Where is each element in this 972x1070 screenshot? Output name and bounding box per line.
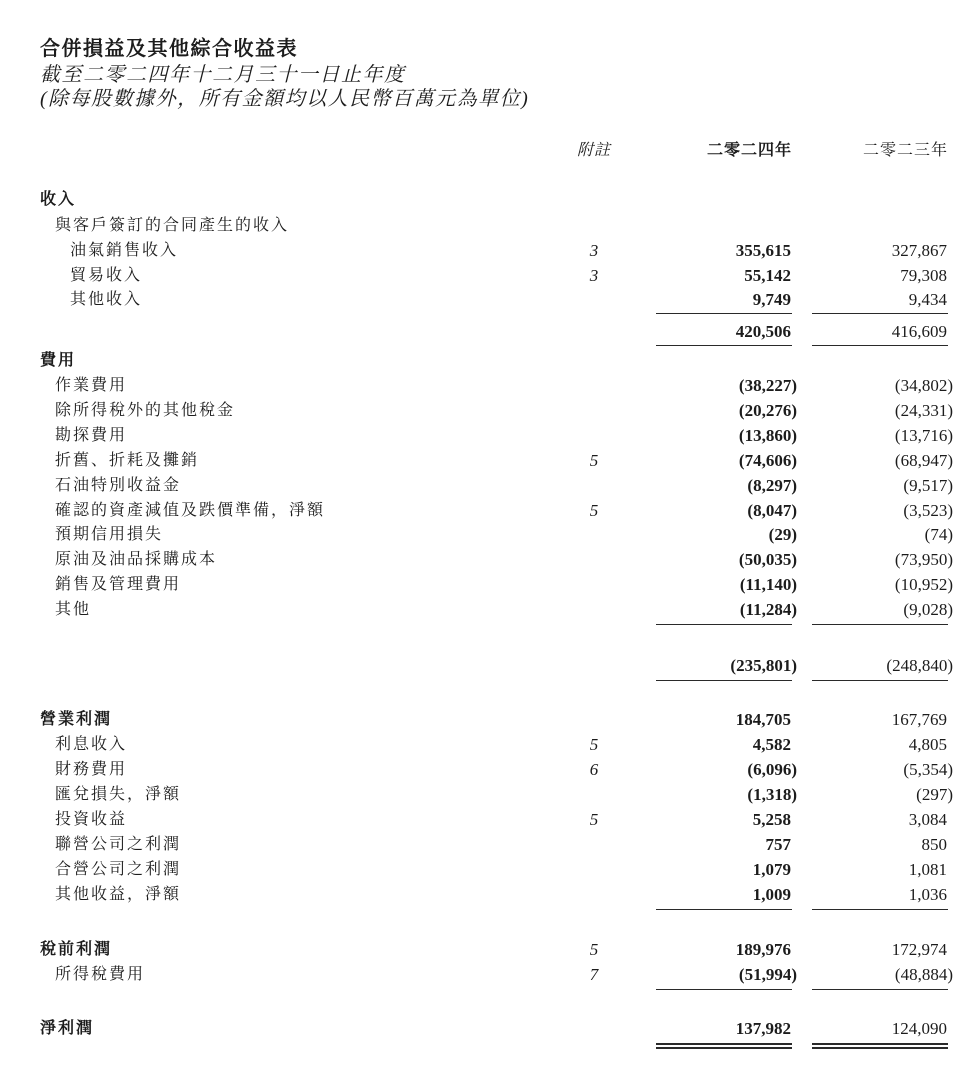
column-header-row [0,141,972,161]
value-2024: 9,749 [752,290,791,309]
value-2023: (9,517) [903,476,953,495]
revenue-total-2023: 416,609 [891,322,947,341]
subtotal-rule-2024 [656,989,792,990]
double-rule-top-2023 [812,1043,948,1045]
value-2024: 1,009 [752,885,791,904]
interest-income-row [0,735,972,755]
value-2024: 355,615 [735,241,791,260]
contract-revenue-subheading-row [0,216,972,236]
investment-income-row [0,810,972,830]
contract-revenue-subheading: 與客戶簽訂的合同產生的收入 [55,217,290,234]
value-2024: (11,140) [739,575,797,594]
note-ref: 5 [589,735,599,754]
value-2023: (24,331) [894,401,953,420]
row-label: 聯營公司之利潤 [55,836,182,853]
joint-ventures-profit-row [0,860,972,880]
value-2024: 189,976 [735,940,791,959]
value-2023: (3,523) [903,501,953,520]
value-2024: 137,982 [735,1019,791,1038]
value-2023: 124,090 [891,1019,947,1038]
subtotal-rule-2023 [812,624,948,625]
row-label: 財務費用 [55,761,128,778]
value-2024: (8,047) [747,501,797,520]
note-ref: 5 [589,501,599,520]
exploration-expenses-row [0,426,972,446]
selling-admin-expenses-row [0,575,972,595]
row-label: 銷售及管理費用 [55,576,182,593]
value-2023: (297) [916,785,953,804]
row-label: 除所得稅外的其他稅金 [55,402,236,419]
value-2023: (74) [924,525,953,544]
expenses-total-2024: (235,801) [730,656,797,675]
value-2024: 5,258 [752,810,791,829]
value-2023: 9,434 [908,290,947,309]
row-label: 合營公司之利潤 [55,861,182,878]
value-2024: 55,142 [744,266,791,285]
expenses-heading-row [0,351,972,371]
finance-costs-row [0,760,972,780]
expenses-total-row [0,656,972,676]
row-label: 確認的資產減值及跌價準備，淨額 [55,502,326,519]
value-2023: 4,805 [908,735,947,754]
trading-revenue-row [0,266,972,286]
value-2024: (29) [768,525,797,544]
value-2023: (34,802) [894,376,953,395]
row-label: 其他 [55,601,92,618]
statement-period: 截至二零二四年十二月三十一日止年度 [40,64,406,86]
value-2024: (8,297) [747,476,797,495]
value-2023: (48,884) [894,965,953,984]
value-2024: (74,606) [738,451,797,470]
row-label: 利息收入 [55,736,128,753]
subtotal-rule-2023 [812,989,948,990]
expenses-heading: 費用 [40,352,77,369]
double-rule-bottom-2023 [812,1047,948,1049]
value-2024: 757 [765,835,791,854]
subtotal-rule-2023 [812,313,948,314]
value-2023: (10,952) [894,575,953,594]
row-label: 投資收益 [55,811,128,828]
row-label: 其他收益，淨額 [55,886,182,903]
value-2024: (1,318) [747,785,797,804]
row-label: 匯兌損失，淨額 [55,786,182,803]
operating-expenses-row [0,376,972,396]
year-2023-column-header: 二零二三年 [862,142,948,159]
value-2024: (11,284) [739,600,797,619]
operating-profit-row [0,710,972,730]
revenue-heading-row [0,190,972,210]
value-2023: 172,974 [891,940,947,959]
other-gains-row [0,885,972,905]
value-2023: 79,308 [900,266,947,285]
row-label: 其他收入 [70,291,143,308]
statement-title: 合併損益及其他綜合收益表 [40,38,298,60]
value-2024: (38,227) [738,376,797,395]
row-label: 石油特別收益金 [55,477,182,494]
value-2024: (13,860) [738,426,797,445]
value-2023: 1,081 [908,860,947,879]
other-taxes-row [0,401,972,421]
value-2024: 184,705 [735,710,791,729]
net-profit-row [0,1019,972,1039]
row-label: 油氣銷售收入 [70,242,179,259]
value-2023: (73,950) [894,550,953,569]
total-rule-2024 [656,345,792,346]
crude-purchase-cost-row [0,550,972,570]
note-ref: 6 [589,760,599,779]
unit-note: (除每股數據外，所有金額均以人民幣百萬元為單位) [40,88,530,110]
subtotal-rule-2024 [656,909,792,910]
row-label: 勘探費用 [55,427,128,444]
value-2024: (6,096) [747,760,797,779]
exchange-loss-row [0,785,972,805]
note-ref: 5 [589,940,599,959]
note-ref: 3 [589,266,599,285]
expected-credit-loss-row [0,525,972,545]
operating-profit-heading: 營業利潤 [40,711,113,728]
row-label: 預期信用損失 [55,526,164,543]
value-2023: 850 [921,835,947,854]
value-2023: (68,947) [894,451,953,470]
value-2024: 4,582 [752,735,791,754]
value-2023: 327,867 [891,241,947,260]
row-label: 貿易收入 [70,267,143,284]
revenue-heading: 收入 [40,191,77,208]
value-2023: (9,028) [903,600,953,619]
note-ref: 3 [589,241,599,260]
note-ref: 5 [589,810,599,829]
revenue-total-2024: 420,506 [735,322,791,341]
value-2023: 1,036 [908,885,947,904]
row-label: 作業費用 [55,377,128,394]
subtotal-rule-2023 [812,909,948,910]
income-tax-row [0,965,972,985]
special-oil-gain-levy-row [0,476,972,496]
value-2023: 3,084 [908,810,947,829]
revenue-total-row [0,322,972,342]
subtotal-rule-2024 [656,313,792,314]
expenses-total-2023: (248,840) [886,656,953,675]
note-ref: 7 [589,965,599,984]
total-rule-2023 [812,680,948,681]
row-label: 折舊、折耗及攤銷 [55,452,200,469]
row-label: 所得稅費用 [55,966,146,983]
total-rule-2024 [656,680,792,681]
other-revenue-row [0,290,972,310]
value-2024: 1,079 [752,860,791,879]
other-expenses-row [0,600,972,620]
total-rule-2023 [812,345,948,346]
notes-column-header: 附註 [576,142,611,159]
net-profit-heading: 淨利潤 [40,1020,95,1037]
note-ref: 5 [589,451,599,470]
value-2023: (5,354) [903,760,953,779]
value-2023: 167,769 [891,710,947,729]
profit-before-tax-heading: 稅前利潤 [40,941,113,958]
profit-before-tax-row [0,940,972,960]
depreciation-row [0,451,972,471]
double-rule-top-2024 [656,1043,792,1045]
row-label: 原油及油品採購成本 [55,551,218,568]
subtotal-rule-2024 [656,624,792,625]
impairment-row [0,501,972,521]
oil-gas-sales-row [0,241,972,261]
value-2023: (13,716) [894,426,953,445]
associates-profit-row [0,835,972,855]
value-2024: (51,994) [738,965,797,984]
value-2024: (20,276) [738,401,797,420]
year-2024-column-header: 二零二四年 [706,142,792,159]
value-2024: (50,035) [738,550,797,569]
double-rule-bottom-2024 [656,1047,792,1049]
